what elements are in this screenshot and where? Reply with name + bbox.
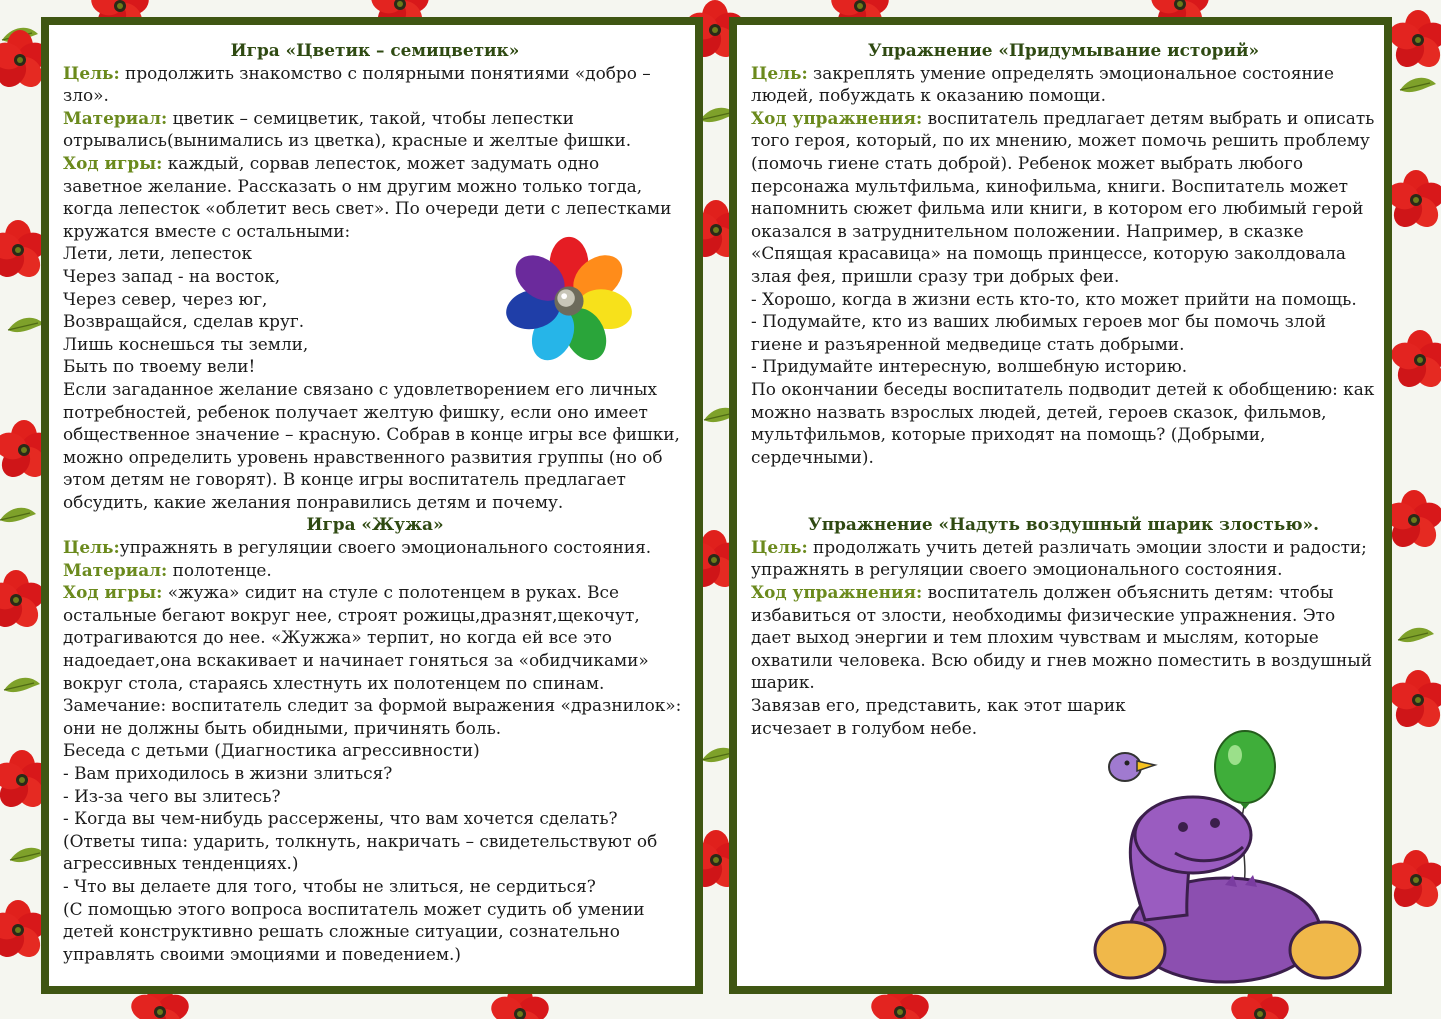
- green-balloon: [1215, 731, 1275, 803]
- ex2-course-key: Ход упражнения:: [751, 582, 923, 603]
- ex2-course: [751, 581, 1376, 694]
- ex1-goal: [751, 62, 1376, 107]
- game1-course: [63, 152, 687, 242]
- ex2-goal: [751, 536, 1376, 581]
- game2-course-text: «жужа» сидит на стуле с полотенцем в руках. Все остальные бегают вокруг нее, строят рожицы,дразнят,щекочут, дотрагиваются до нее. «Жужжа» терпит, но когда ей все это надоедает,она вскакивает и начинает гоняться за «обидчиками» вокруг стола, стараясь хлестнуть их полотенцем по спинам.: [63, 582, 649, 693]
- game2-material: [63, 559, 687, 582]
- ex2-title: Упражнение «Надуть воздушный шарик злостью».: [808, 514, 1319, 535]
- ex1-course: [751, 107, 1376, 288]
- section-gap: [751, 468, 1376, 513]
- game2-goal-key: Цель:: [63, 537, 120, 558]
- game2-goal-text: упражнять в регуляции своего эмоционального состояния.: [119, 537, 652, 558]
- ex1-goal-text: закреплять умение определять эмоциональное состояние людей, побуждать к оказанию помощи.: [751, 62, 1335, 106]
- rainbow-flower-image: [501, 233, 637, 369]
- game2-title: Игра «Жужа»: [306, 514, 444, 535]
- game2-course-key: Ход игры:: [63, 582, 163, 603]
- game1-goal-key: Цель:: [63, 62, 120, 83]
- dino-head: [1135, 797, 1251, 873]
- ex1-course-text: воспитатель предлагает детям выбрать и описать того героя, который, по их мнению, может помочь решить проблему (помочь гиене стать доброй). Ребенок может выбрать любого персонажа мультфильма, кинофильма, книги. Воспитатель может напомнить сюжет фильма или книги, в котором его любимый герой оказался в затруднительном положении. Например, в сказке «Спящая красавица» на помощь принцессе, которую заколдовала злая фея, пришли сразу три добрых феи.: [751, 107, 1375, 286]
- dialogue-line: - Подумайте, кто из ваших любимых героев мог бы помочь злой гиене и разъяренной медведице стать добрыми.: [751, 311, 1326, 354]
- right-page: [729, 17, 1392, 994]
- poem-line: Быть по твоему вели!: [63, 356, 256, 377]
- dialogue-line: - Придумайте интересную, волшебную историю.: [751, 356, 1188, 377]
- poem-line: Лишь коснешься ты земли,: [63, 333, 309, 354]
- ex1-goal-key: Цель:: [751, 62, 808, 83]
- poem-line: Лети, лети, лепесток: [63, 243, 253, 264]
- game1-material-key: Материал:: [63, 107, 168, 128]
- game1-title: Игра «Цветик – семицветик»: [230, 40, 520, 60]
- game1-material-text: цветик – семицветик, такой, чтобы лепестки отрывались(вынимались из цветка), красные и желтые фишки.: [63, 107, 632, 151]
- poem-line: Возвращайся, сделав круг.: [63, 311, 305, 332]
- bird: [1109, 753, 1141, 781]
- poem-line: Через север, через юг,: [63, 288, 268, 309]
- game2-material-text: полотенце.: [167, 559, 272, 580]
- right-page-content: [751, 39, 1376, 739]
- game1-course-text: каждый, сорвав лепесток, может задумать одно заветное желание. Рассказать о нм другим можно только тогда, когда лепесток «облетит весь свет». По очереди дети с лепестками кружатся вместе с остальными:: [63, 152, 672, 241]
- game2-material-key: Материал:: [63, 559, 168, 580]
- game1-goal: [63, 62, 687, 107]
- left-page-content: [63, 39, 687, 965]
- game1-material: [63, 107, 687, 152]
- ex1-title: Упражнение «Придумывание историй»: [867, 40, 1260, 60]
- question: - Когда вы чем-нибудь рассержены, что вам хочется сделать?: [63, 808, 618, 829]
- ex1-conclusion: По окончании беседы воспитатель подводит детей к обобщению: как можно назвать взрослых людей, детей, героев сказок, фильмов, мультфильмов, которые приходят на помощь? (Добрыми, сердечными).: [751, 378, 1375, 467]
- game1-goal-text: продолжить знакомство с полярными понятиями «добро – зло».: [63, 62, 651, 106]
- dino-foot-right: [1290, 922, 1360, 978]
- question: - Из-за чего вы злитесь?: [63, 785, 281, 806]
- ex2-course-text: воспитатель должен объяснить детям: чтобы избавиться от злости, необходимы физические упражнения. Это дает выход энергии и тем плохим чувствам и мыслям, которые охватили человека. Всю обиду и гнев можно поместить в воздушный шарик.: [751, 582, 1372, 693]
- ex2-goal-key: Цель:: [751, 536, 808, 557]
- game1-outro: Если загаданное желание связано с удовлетворением его личных потребностей, ребенок получает желтую фишку, если оно имеет общественное значение – красную. Собрав в конце игры все фишки, можно определить уровень нравственного развития группы (но об этом детям не говорят). В конце игры воспитатель предлагает обсудить, какие желания понравились детям и почему.: [63, 378, 680, 512]
- left-page: [41, 17, 703, 994]
- answer-note: (Ответы типа: ударить, толкнуть, накричать – свидетельствуют об агрессивных тенденциях.): [63, 830, 658, 874]
- answer-note: (С помощью этого вопроса воспитатель может судить об умении детей конструктивно решать сложные ситуации, сознательно управлять своими эмоциями и поведением.): [63, 898, 645, 964]
- question: - Вам приходилось в жизни злиться?: [63, 763, 393, 783]
- game2-remark: Замечание: воспитатель следит за формой выражения «дразнилок»: они не должны быть обидными, причинять боль.: [63, 695, 682, 738]
- ex1-course-key: Ход упражнения:: [751, 107, 923, 128]
- poem-line: Через запад - на восток,: [63, 265, 281, 286]
- ex2-goal-text: продолжать учить детей различать эмоции злости и радости; упражнять в регуляции своего эмоционального состояния.: [751, 536, 1367, 580]
- dialogue-line: - Хорошо, когда в жизни есть кто-то, кто может прийти на помощь.: [751, 288, 1357, 309]
- game2-course: [63, 581, 687, 694]
- game2-talk: Беседа с детьми (Диагностика агрессивности): [63, 740, 480, 761]
- game2-goal: [63, 536, 687, 559]
- ex2-ending: исчезает в голубом небе.: [751, 717, 978, 738]
- game1-course-key: Ход игры:: [63, 152, 163, 173]
- question: - Что вы делаете для того, чтобы не злиться, не сердиться?: [63, 875, 596, 896]
- dinosaur-with-balloon-image: [1075, 725, 1385, 987]
- dino-foot-left: [1095, 922, 1165, 978]
- ex2-ending: Завязав его, представить, как этот шарик: [751, 695, 1126, 716]
